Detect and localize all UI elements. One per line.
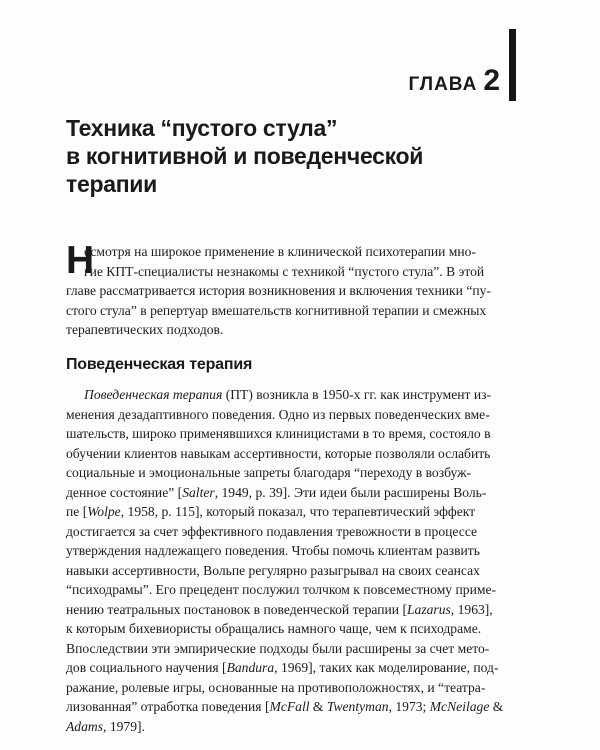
paragraph-line: [66, 483, 536, 503]
italic-text: Adams: [66, 718, 104, 734]
chapter-marker-bar: [509, 29, 516, 101]
text-run: менения дезадаптивного поведения. Одно из первых поведенческих вме-: [66, 406, 490, 422]
chapter-title-line: терапии: [66, 171, 157, 197]
paragraph-line: [66, 678, 536, 698]
text-run: шательств, широко применявшихся клиницистами в то время, состояло в: [66, 426, 491, 441]
text-run: лизованная” отработка поведения [: [66, 699, 270, 714]
paragraph-line: [66, 561, 536, 581]
intro-line: стого стула” в репертуар вмешательств когнитивной терапии и смежных: [66, 302, 487, 318]
text-run: , 1973;: [388, 699, 430, 714]
text-run: , 1963],: [450, 601, 493, 617]
intro-paragraph: [66, 239, 536, 340]
italic-text: Salter: [182, 484, 215, 500]
paragraph-line: [66, 444, 536, 464]
body-paragraph: [66, 385, 536, 736]
text-run: , 1958, p. 115], который показал, что терапевтический эффект: [120, 504, 476, 519]
paragraph-line: [66, 658, 536, 678]
text-run: достигается за счет эффективного подавления тревожности в процессе: [66, 523, 478, 539]
chapter-title-line: в когнитивной и поведенческой: [66, 143, 424, 169]
italic-text: Twentyman: [326, 699, 389, 714]
italic-text: McNeilage: [429, 699, 490, 714]
paragraph-line: [66, 385, 536, 405]
text-run: Впоследствии эти эмпирические подходы были расширены за счет мето-: [66, 640, 490, 656]
paragraph-line: [66, 424, 536, 444]
text-run: (ПТ) возникла в 1950-х гг. как инструмент из-: [222, 387, 492, 402]
section-heading: Поведенческая терапия: [66, 356, 253, 373]
italic-text: Wolpe: [87, 504, 121, 519]
text-run: нению театральных постановок в поведенческой терапии [: [66, 601, 407, 617]
text-run: дов социального научения [: [66, 660, 227, 675]
text-run: пе [: [66, 504, 88, 519]
text-run: , 1979].: [103, 718, 145, 734]
text-run: , 1949, p. 39]. Эти идеи были расширены Воль-: [214, 484, 487, 500]
intro-line: есмотря на широкое применение в клинической психотерапии мно-: [84, 244, 476, 259]
intro-line: терапевтических подходов.: [66, 322, 224, 337]
italic-text: McFall: [269, 699, 310, 714]
chapter-title: [66, 114, 526, 198]
paragraph-line: [66, 717, 536, 737]
text-run: &: [489, 699, 504, 714]
paragraph-line: [66, 697, 536, 717]
text-run: “психодрамы”. Его прецедент послужил толчком к повсеместному приме-: [66, 582, 497, 597]
paragraph-line: [66, 619, 536, 639]
paragraph-line: [66, 463, 536, 483]
text-run: навыки ассертивности, Вольпе регулярно разыгрывал на своих сеансах: [66, 562, 480, 578]
chapter-title-line: Техника “пустого стула”: [66, 115, 338, 141]
text-run: , 1969], таких как моделирование, под-: [274, 660, 499, 675]
paragraph-line: [66, 639, 536, 659]
paragraph-line: [66, 580, 536, 600]
italic-text: Lazarus: [406, 601, 451, 617]
paragraph-line: [66, 502, 536, 522]
chapter-word: ГЛАВА: [408, 74, 478, 95]
paragraph-line: [66, 541, 536, 561]
paragraph-line: [66, 522, 536, 542]
text-run: денное состояние” [: [66, 484, 183, 500]
text-run: &: [309, 699, 327, 714]
italic-text: Поведенческая терапия: [84, 387, 223, 402]
intro-line: гие КПТ-специалисты незнакомы с техникой “пустого стула”. В этой: [84, 263, 485, 279]
text-run: утверждения надлежащего поведения. Чтобы помочь клиентам развить: [66, 543, 480, 558]
chapter-label: [408, 66, 500, 96]
intro-line: главе рассматривается история возникновения и включения техники “пу-: [66, 283, 491, 298]
paragraph-line: [66, 405, 536, 425]
text-run: ражание, ролевые игры, основанные на противоположностях, и “театра-: [66, 679, 486, 695]
text-run: социальные и эмоциональные запреты благодаря “переходу в возбуж-: [66, 465, 472, 480]
drop-cap-letter: Н: [66, 239, 95, 282]
text-run: к которым бихевиористы обращались намного чаще, чем к психодраме.: [66, 621, 482, 636]
paragraph-line: [66, 600, 536, 620]
italic-text: Bandura: [226, 660, 275, 675]
text-run: обучении клиентов навыкам ассертивности, которые позволяли ослабить: [66, 445, 491, 461]
chapter-number: 2: [483, 64, 500, 97]
